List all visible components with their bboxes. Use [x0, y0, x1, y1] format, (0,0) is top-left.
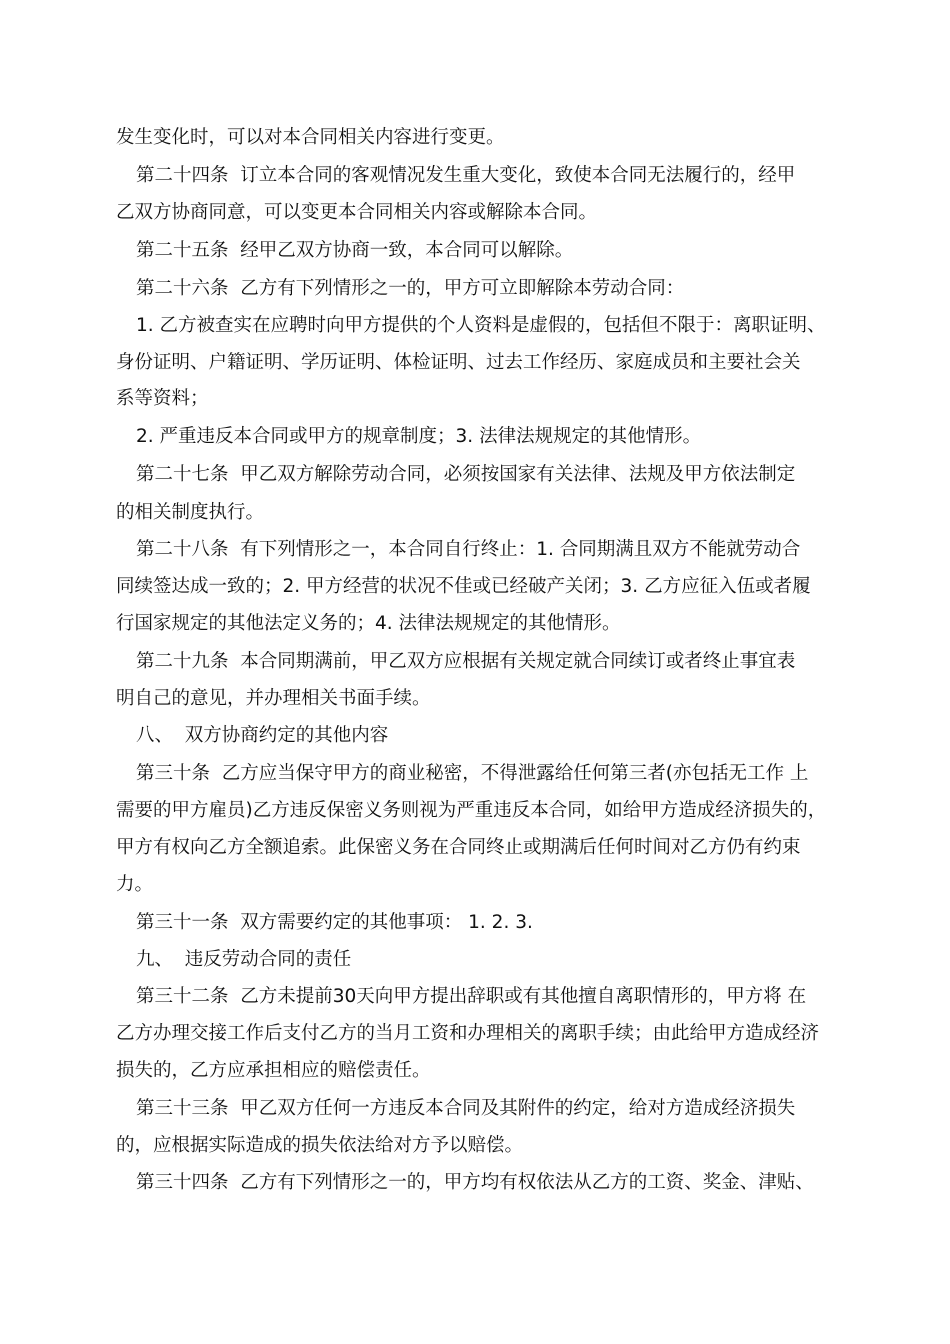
text-line: 第二十五条 经甲乙双方协商一致，本合同可以解除。	[136, 240, 574, 261]
text-line: 身份证明、户籍证明、学历证明、体检证明、过去工作经历、家庭成员和主要社会关	[116, 352, 801, 373]
text-line: 第二十四条 订立本合同的客观情况发生重大变化，致使本合同无法履行的，经甲	[136, 165, 796, 186]
text-line: 第二十七条 甲乙双方解除劳动合同，必须按国家有关法律、法规及甲方依法制定	[136, 464, 796, 485]
text-line: 损失的，乙方应承担相应的赔偿责任。	[116, 1060, 431, 1081]
text-line: 明自己的意见，并办理相关书面手续。	[116, 688, 431, 709]
section-heading: 九、 违反劳动合同的责任	[136, 949, 352, 970]
text-line: 甲方有权向乙方全额追索。此保密义务在合同终止或期满后任何时间对乙方仍有约束	[116, 837, 801, 858]
text-line: 同续签达成一致的；2. 甲方经营的状况不佳或已经破产关闭；3. 乙方应征入伍或者履	[116, 576, 811, 597]
text-line: 需要的甲方雇员)乙方违反保密义务则视为严重违反本合同，如给甲方造成经济损失的，	[116, 800, 827, 821]
text-line: 第三十三条 甲乙双方任何一方违反本合同及其附件的约定，给对方造成经济损失	[136, 1098, 796, 1119]
text-line: 力。	[116, 874, 154, 895]
text-line: 系等资料；	[116, 388, 209, 409]
text-line: 第二十九条 本合同期满前，甲乙双方应根据有关规定就合同续订或者终止事宜表	[136, 651, 796, 672]
text-line: 第三十一条 双方需要约定的其他事项： 1. 2. 3.	[136, 912, 533, 933]
text-line: 的相关制度执行。	[116, 502, 265, 523]
text-line: 第三十四条 乙方有下列情形之一的，甲方均有权依法从乙方的工资、奖金、津贴、	[136, 1172, 814, 1193]
text-line: 行国家规定的其他法定义务的；4. 法律法规规定的其他情形。	[116, 613, 621, 634]
text-line: 第三十条 乙方应当保守甲方的商业秘密，不得泄露给任何第三者(亦包括无工作 上	[136, 763, 809, 784]
text-line: 的，应根据实际造成的损失依法给对方予以赔偿。	[116, 1135, 524, 1156]
text-line: 第二十六条 乙方有下列情形之一的，甲方可立即解除本劳动合同：	[136, 278, 685, 299]
text-line: 乙双方协商同意，可以变更本合同相关内容或解除本合同。	[116, 202, 598, 223]
text-line: 2. 严重违反本合同或甲方的规章制度；3. 法律法规规定的其他情形。	[136, 426, 702, 447]
text-line: 第二十八条 有下列情形之一，本合同自行终止：1. 合同期满且双方不能就劳动合	[136, 539, 801, 560]
text-line: 乙方办理交接工作后支付乙方的当月工资和办理相关的离职手续；由此给甲方造成经济	[116, 1023, 820, 1044]
section-heading: 八、 双方协商约定的其他内容	[136, 725, 389, 746]
text-line: 发生变化时，可以对本合同相关内容进行变更。	[116, 127, 505, 148]
text-line: 1. 乙方被查实在应聘时向甲方提供的个人资料是虚假的，包括但不限于：离职证明、	[136, 315, 826, 336]
text-line: 第三十二条 乙方未提前30天向甲方提出辞职或有其他擅自离职情形的，甲方将 在	[136, 986, 807, 1007]
